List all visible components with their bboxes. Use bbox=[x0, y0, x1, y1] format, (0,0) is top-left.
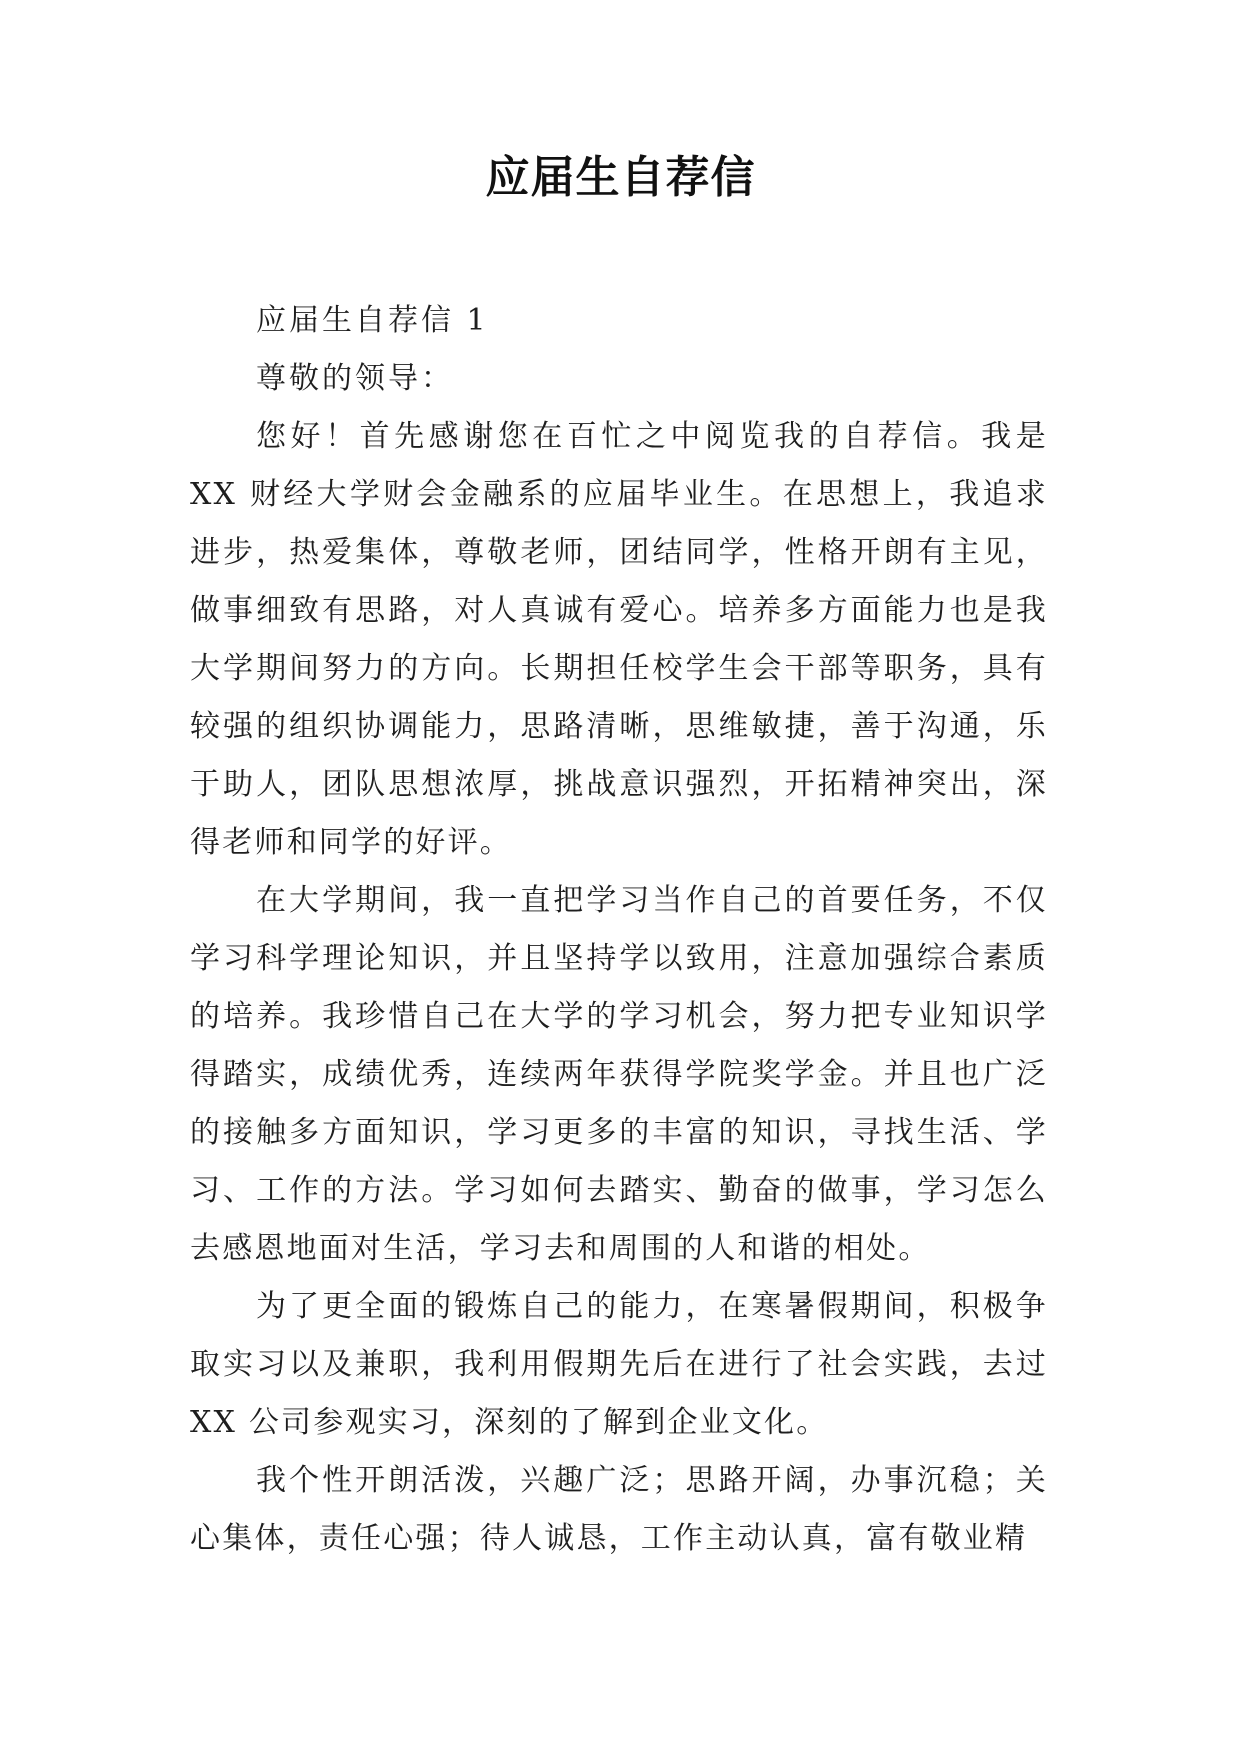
document-title: 应届生自荐信 bbox=[485, 152, 756, 203]
paragraph-practice: 为了更全面的锻炼自己的能力，在寒暑假期间，积极争取实习以及兼职，我利用假期先后在进行了社会实践，去过 XX 公司参观实习，深刻的了解到企业文化。 bbox=[190, 1289, 1048, 1440]
document-body bbox=[190, 292, 1048, 1568]
paragraph-study: 在大学期间，我一直把学习当作自己的首要任务，不仅学习科学理论知识，并且坚持学以致用，注意加强综合素质的培养。我珍惜自己在大学的学习机会，努力把专业知识学得踏实，成绩优秀，连续两年获得学院奖学金。并且也广泛的接触多方面知识，学习更多的丰富的知识，寻找生活、学习、工作的方法。学习如何去踏实、勤奋的做事，学习怎么去感恩地面对生活，学习去和周围的人和谐的相处。 bbox=[190, 883, 1048, 1266]
paragraph-personality: 我个性开朗活泼，兴趣广泛；思路开阔，办事沉稳；关心集体，责任心强；待人诚恳，工作主动认真，富有敬业精 bbox=[190, 1463, 1048, 1556]
paragraph-greeting: 您好！首先感谢您在百忙之中阅览我的自荐信。我是 XX 财经大学财会金融系的应届毕业生。在思想上，我追求进步，热爱集体，尊敬老师，团结同学，性格开朗有主见，做事细致有思路，对人真诚有爱心。培养多方面能力也是我大学期间努力的方向。长期担任校学生会干部等职务，具有较强的组织协调能力，思路清晰，思维敏捷，善于沟通，乐于助人，团队思想浓厚，挑战意识强烈，开拓精神突出，深得老师和同学的好评。 bbox=[190, 419, 1048, 860]
letter-salutation: 尊敬的领导： bbox=[256, 361, 454, 396]
letter-subtitle: 应届生自荐信 1 bbox=[256, 303, 489, 338]
